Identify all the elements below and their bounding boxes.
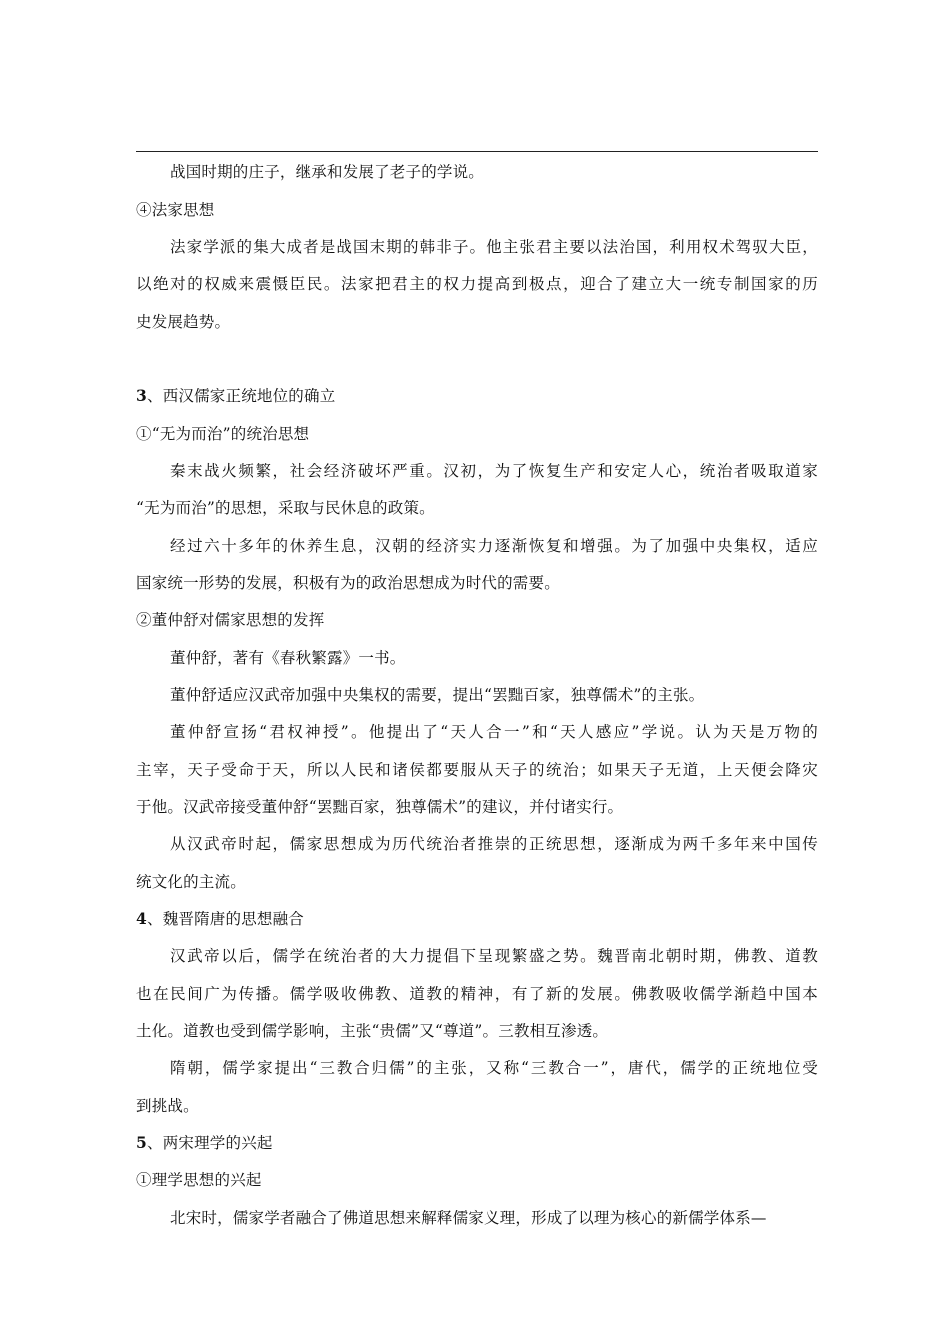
section-heading — [136, 1133, 818, 1153]
paragraph-line: 统文化的主流。 — [136, 873, 246, 891]
paragraph-line: 法家学派的集大成者是战国末期的韩非子。他主张君主要以法治国，利用权术驾驭大臣， — [170, 238, 818, 256]
subheading: ①理学思想的兴起 — [136, 1171, 262, 1189]
subheading: ①“无为而治”的统治思想 — [136, 425, 310, 443]
section-number: 3 — [136, 386, 147, 405]
paragraph-line: 土化。道教也受到儒学影响，主张“贵儒”又“尊道”。三教相互渗透。 — [136, 1022, 609, 1040]
paragraph-line: 董仲舒适应汉武帝加强中央集权的需要，提出“罢黜百家，独尊儒术”的主张。 — [170, 686, 705, 704]
paragraph-line: 秦末战火频繁，社会经济破坏严重。汉初，为了恢复生产和安定人心，统治者吸取道家 — [170, 462, 818, 480]
paragraph-line: 董仲舒，著有《春秋繁露》一书。 — [170, 649, 406, 667]
paragraph-line: 经过六十多年的休养生息，汉朝的经济实力逐渐恢复和增强。为了加强中央集权，适应 — [170, 537, 818, 555]
paragraph-line: 史发展趋势。 — [136, 313, 231, 331]
paragraph-line: 也在民间广为传播。儒学吸收佛教、道教的精神，有了新的发展。佛教吸收儒学渐趋中国本 — [136, 985, 818, 1003]
section-title: 、魏晋隋唐的思想融合 — [147, 910, 305, 928]
paragraph-line: 隋朝，儒学家提出“三教合归儒”的主张，又称“三教合一”，唐代，儒学的正统地位受 — [170, 1059, 818, 1077]
paragraph-line: 北宋时，儒家学者融合了佛道思想来解释儒家义理，形成了以理为核心的新儒学体系— — [170, 1209, 767, 1227]
subheading: ④法家思想 — [136, 201, 215, 219]
paragraph-line: 战国时期的庄子，继承和发展了老子的学说。 — [170, 163, 485, 181]
paragraph-line: 以绝对的权威来震慑臣民。法家把君主的权力提高到极点，迎合了建立大一统专制国家的历 — [136, 275, 818, 293]
paragraph-line: 董仲舒宣扬“君权神授”。他提出了“天人合一”和“天人感应”学说。认为天是万物的 — [170, 723, 818, 741]
paragraph-line: 汉武帝以后，儒学在统治者的大力提倡下呈现繁盛之势。魏晋南北朝时期，佛教、道教 — [170, 947, 818, 965]
paragraph-line: 到挑战。 — [136, 1097, 199, 1115]
paragraph-line: 于他。汉武帝接受董仲舒“罢黜百家，独尊儒术”的建议，并付诸实行。 — [136, 798, 624, 816]
paragraph-line: 从汉武帝时起，儒家思想成为历代统治者推崇的正统思想，逐渐成为两千多年来中国传 — [170, 835, 818, 853]
section-number: 4 — [136, 909, 147, 928]
paragraph-line: “无为而治”的思想，采取与民休息的政策。 — [136, 499, 435, 517]
section-title: 、西汉儒家正统地位的确立 — [147, 387, 336, 405]
section-number: 5 — [136, 1133, 147, 1152]
paragraph-line: 主宰，天子受命于天，所以人民和诸侯都要服从天子的统治；如果天子无道，上天便会降灾 — [136, 761, 818, 779]
section-heading — [136, 386, 818, 406]
paragraph-line: 国家统一形势的发展，积极有为的政治思想成为时代的需要。 — [136, 574, 560, 592]
section-title: 、两宋理学的兴起 — [147, 1134, 273, 1152]
header-rule — [136, 151, 818, 152]
subheading: ②董仲舒对儒家思想的发挥 — [136, 611, 325, 629]
section-heading — [136, 909, 818, 929]
